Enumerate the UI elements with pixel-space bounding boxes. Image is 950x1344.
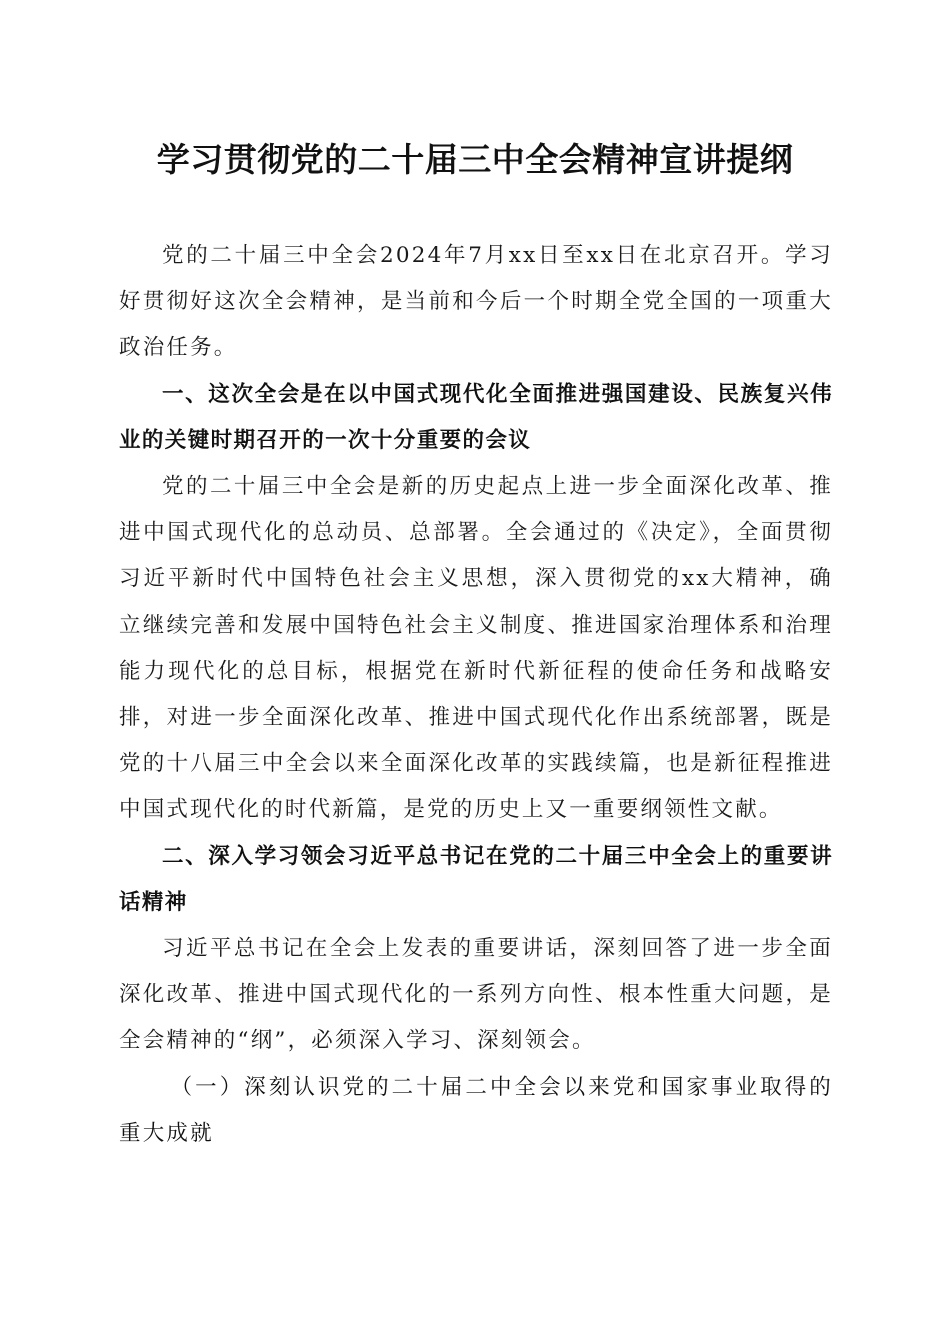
section-2-subheading-1: （一）深刻认识党的二十届二中全会以来党和国家事业取得的重大成就	[119, 1074, 833, 1146]
section-1-heading: 一、这次全会是在以中国式现代化全面推进强国建设、民族复兴伟业的关键时期召开的一次十分重要的会议	[119, 381, 833, 453]
section-1-paragraph: 党的二十届三中全会是新的历史起点上进一步全面深化改革、推进中国式现代化的总动员、总部署。全会通过的《决定》，全面贯彻习近平新时代中国特色社会主义思想，深入贯彻党的xx大精神，确立继续完善和发展中国特色社会主义制度、推进国家治理体系和治理能力现代化的总目标，根据党在新时代新征程的使命任务和战略安排，对进一步全面深化改革、推进中国式现代化作出系统部署，既是党的十八届三中全会以来全面深化改革的实践续篇，也是新征程推进中国式现代化的时代新篇，是党的历史上又一重要纲领性文献。	[119, 474, 833, 823]
section-2-heading: 二、深入学习领会习近平总书记在党的二十届三中全会上的重要讲话精神	[119, 843, 833, 915]
document-title: 学习贯彻党的二十届三中全会精神宣讲提纲	[156, 140, 794, 179]
intro-paragraph: 党的二十届三中全会2024年7月xx日至xx日在北京召开。学习好贯彻好这次全会精神，是当前和今后一个时期全党全国的一项重大政治任务。	[119, 243, 833, 361]
document-body	[119, 233, 833, 1157]
section-2-paragraph: 习近平总书记在全会上发表的重要讲话，深刻回答了进一步全面深化改革、推进中国式现代化的一系列方向性、根本性重大问题，是全会精神的“纲”，必须深入学习、深刻领会。	[119, 936, 833, 1054]
